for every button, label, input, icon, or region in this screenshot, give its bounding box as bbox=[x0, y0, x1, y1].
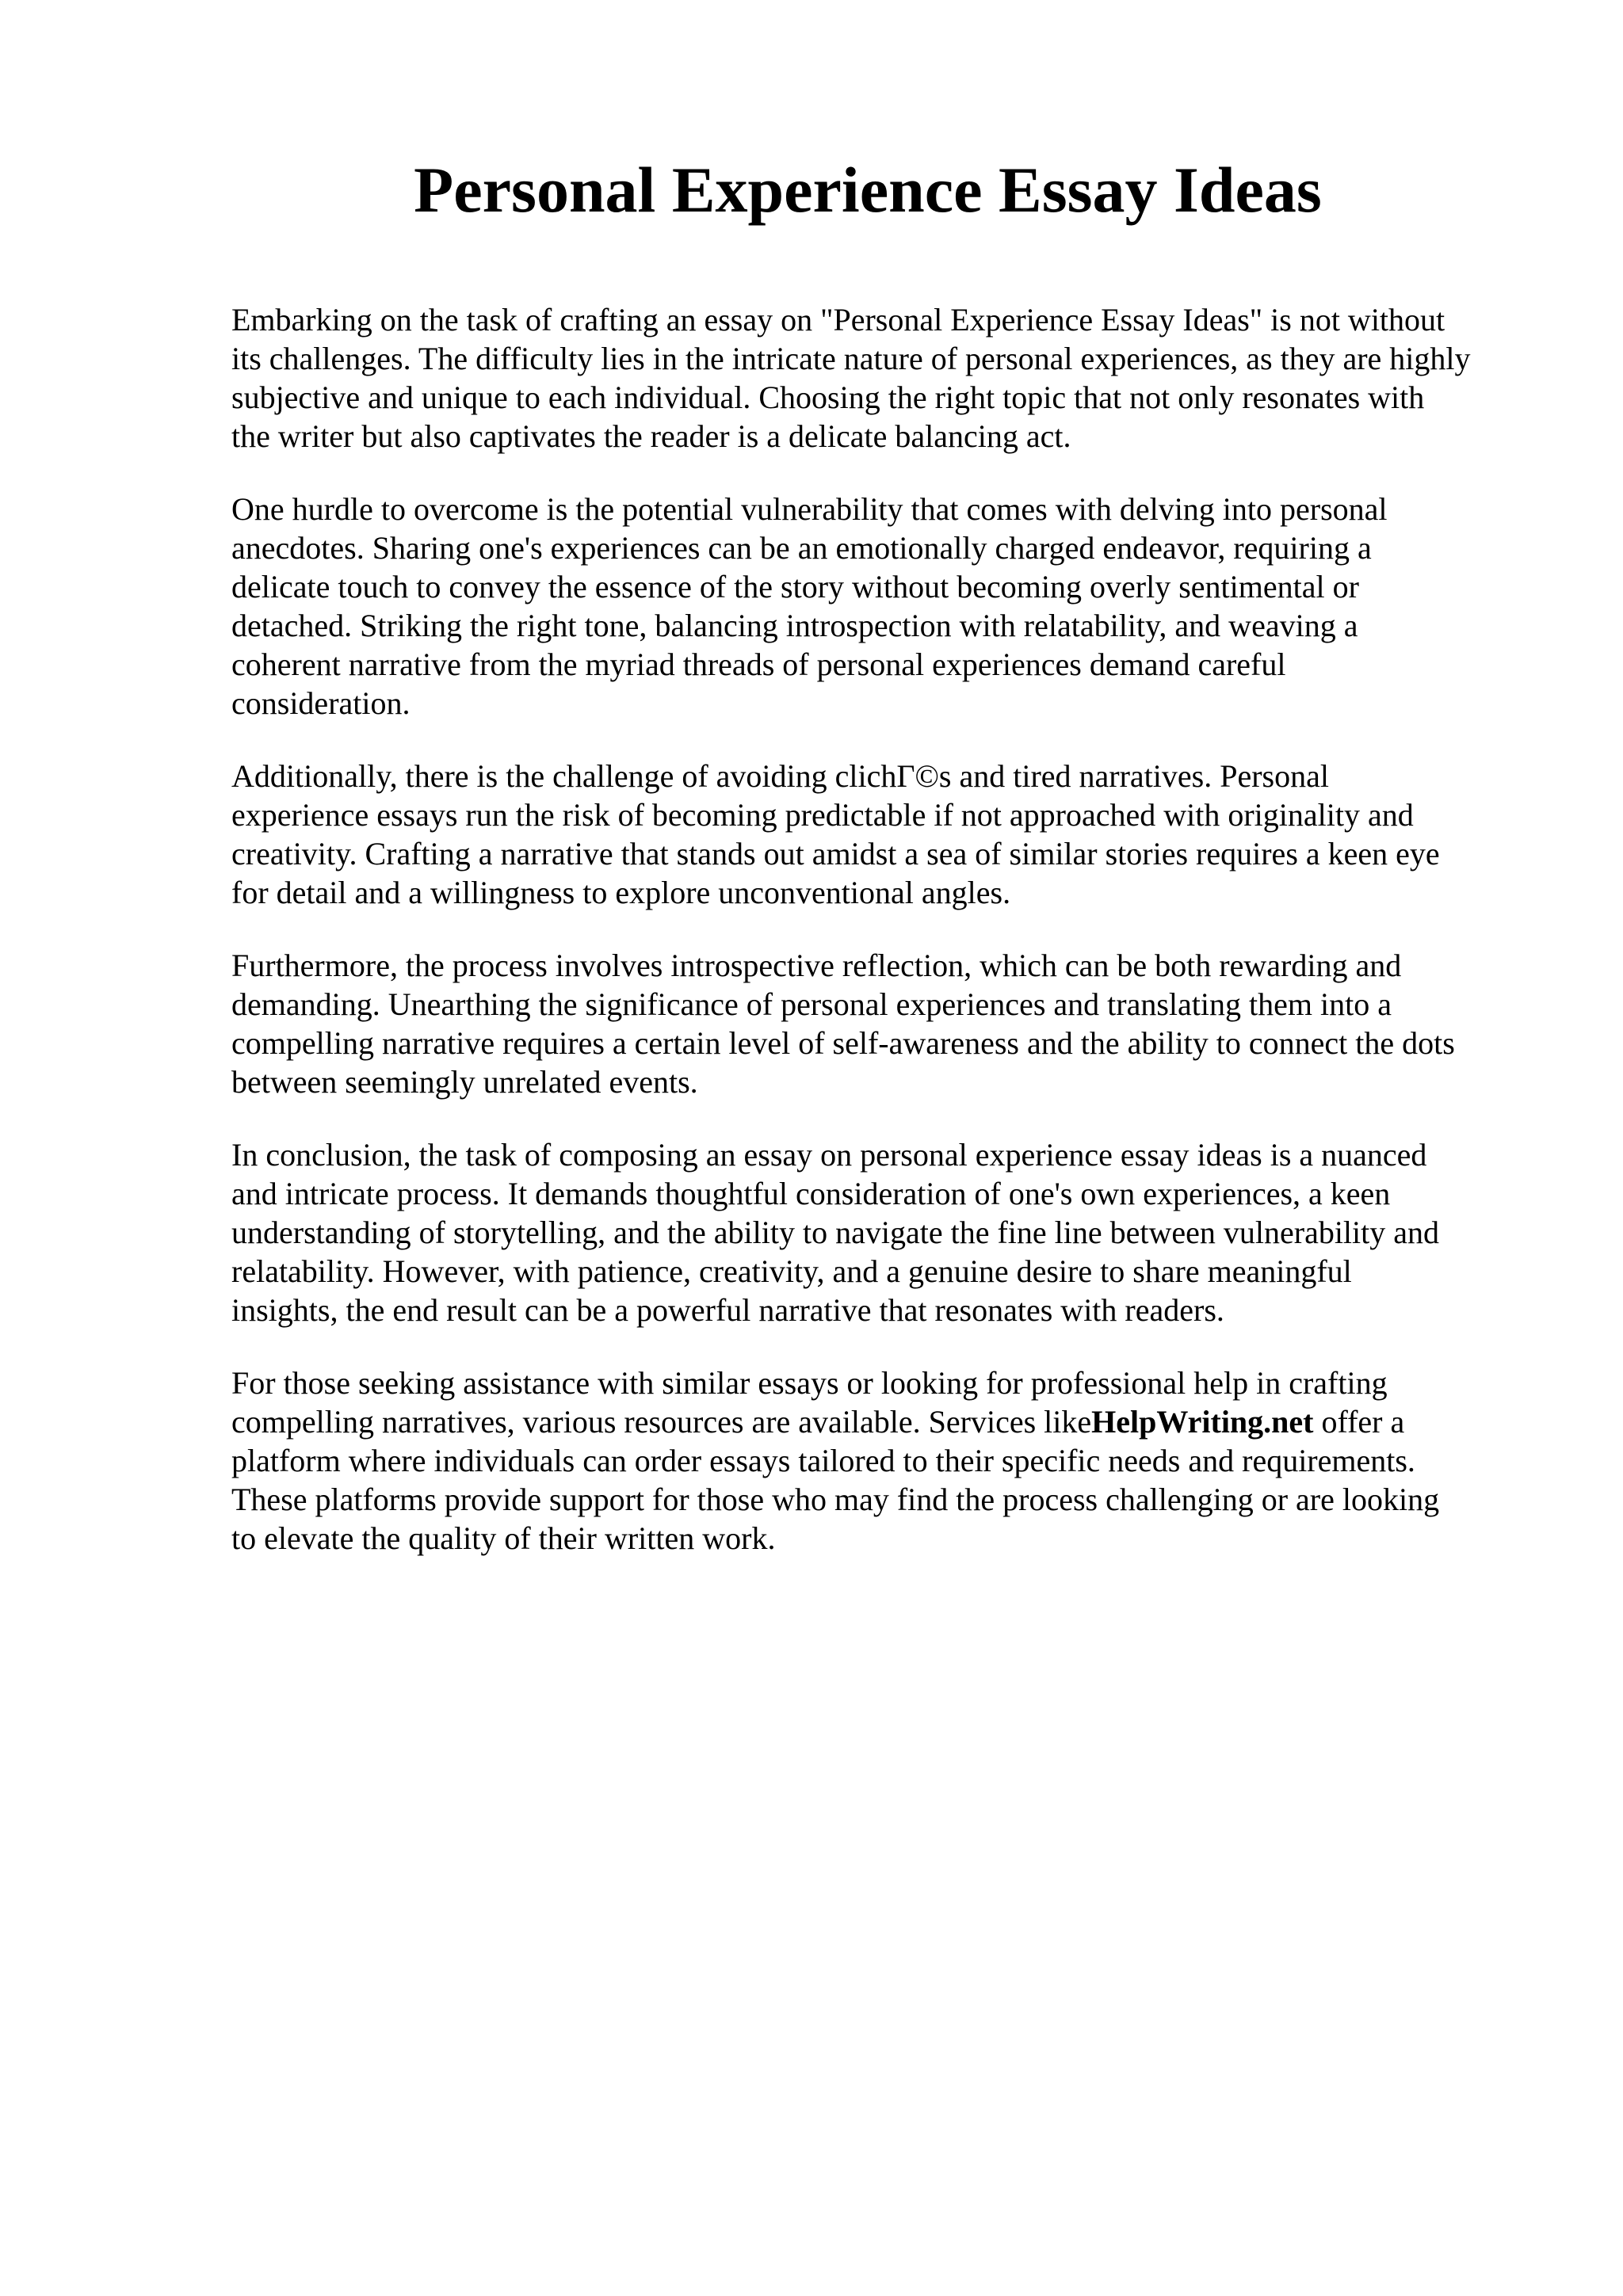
paragraph-line: experience essays run the risk of becoming predictable if not approached with originality and bbox=[231, 797, 1414, 833]
paragraph-line: subjective and unique to each individual. Choosing the right topic that not only resonates with bbox=[231, 379, 1425, 415]
line-text-before-brand: compelling narratives, various resources are available. Services like bbox=[231, 1404, 1092, 1440]
paragraph-line: Embarking on the task of crafting an essay on "Personal Experience Essay Ideas" is not without bbox=[231, 302, 1445, 338]
paragraph-line: anecdotes. Sharing one's experiences can be an emotionally charged endeavor, requiring a bbox=[231, 530, 1372, 566]
paragraph-line: and intricate process. It demands thoughtful consideration of one's own experiences, a keen bbox=[231, 1176, 1391, 1211]
paragraph-line: For those seeking assistance with similar essays or looking for professional help in crafting bbox=[231, 1365, 1388, 1401]
paragraph-line: insights, the end result can be a powerful narrative that resonates with readers. bbox=[231, 1292, 1224, 1328]
paragraph-line: Additionally, there is the challenge of avoiding clichΓ©s and tired narratives. Personal bbox=[231, 758, 1329, 794]
paragraph-line: delicate touch to convey the essence of the story without becoming overly sentimental or bbox=[231, 569, 1359, 605]
paragraph-6 bbox=[231, 1363, 1531, 1558]
paragraph-3 bbox=[231, 757, 1531, 912]
paragraph-line: its challenges. The difficulty lies in the intricate nature of personal experiences, as they are highly bbox=[231, 341, 1471, 376]
document-body bbox=[231, 300, 1531, 1592]
paragraph-1 bbox=[231, 300, 1531, 456]
paragraph-line: to elevate the quality of their written work. bbox=[231, 1520, 776, 1556]
paragraph-line: platform where individuals can order essays tailored to their specific needs and requirements. bbox=[231, 1443, 1415, 1478]
paragraph-line: creativity. Crafting a narrative that stands out amidst a sea of similar stories requires a keen eye bbox=[231, 836, 1440, 871]
paragraph-line: demanding. Unearthing the significance of personal experiences and translating them into a bbox=[231, 986, 1392, 1022]
paragraph-line: for detail and a willingness to explore unconventional angles. bbox=[231, 875, 1011, 910]
paragraph-line: detached. Striking the right tone, balancing introspection with relatability, and weaving a bbox=[231, 608, 1358, 643]
paragraph-line: These platforms provide support for those who may find the process challenging or are looking bbox=[231, 1482, 1440, 1517]
paragraph-5 bbox=[231, 1135, 1531, 1329]
line-text-after-brand: offer a bbox=[1313, 1404, 1405, 1440]
paragraph-2 bbox=[231, 490, 1531, 723]
paragraph-line-with-brand bbox=[231, 1402, 1531, 1441]
paragraph-line: understanding of storytelling, and the ability to navigate the fine line between vulnerability and bbox=[231, 1215, 1440, 1250]
brand-name: HelpWriting.net bbox=[1091, 1404, 1314, 1440]
paragraph-line: Furthermore, the process involves introspective reflection, which can be both rewarding and bbox=[231, 948, 1402, 983]
paragraph-line: relatability. However, with patience, creativity, and a genuine desire to share meaningful bbox=[231, 1253, 1352, 1289]
paragraph-4 bbox=[231, 946, 1531, 1101]
paragraph-line: In conclusion, the task of composing an essay on personal experience essay ideas is a nuanced bbox=[231, 1137, 1427, 1173]
paragraph-line: consideration. bbox=[231, 685, 411, 721]
paragraph-line: between seemingly unrelated events. bbox=[231, 1064, 698, 1100]
paragraph-line: coherent narrative from the myriad threads of personal experiences demand careful bbox=[231, 646, 1286, 682]
document-title: Personal Experience Essay Ideas bbox=[414, 154, 1322, 226]
paragraph-line: One hurdle to overcome is the potential vulnerability that comes with delving into personal bbox=[231, 491, 1388, 527]
paragraph-line: the writer but also captivates the reader is a delicate balancing act. bbox=[231, 418, 1071, 454]
paragraph-line: compelling narrative requires a certain level of self-awareness and the ability to connect the dots bbox=[231, 1025, 1455, 1061]
